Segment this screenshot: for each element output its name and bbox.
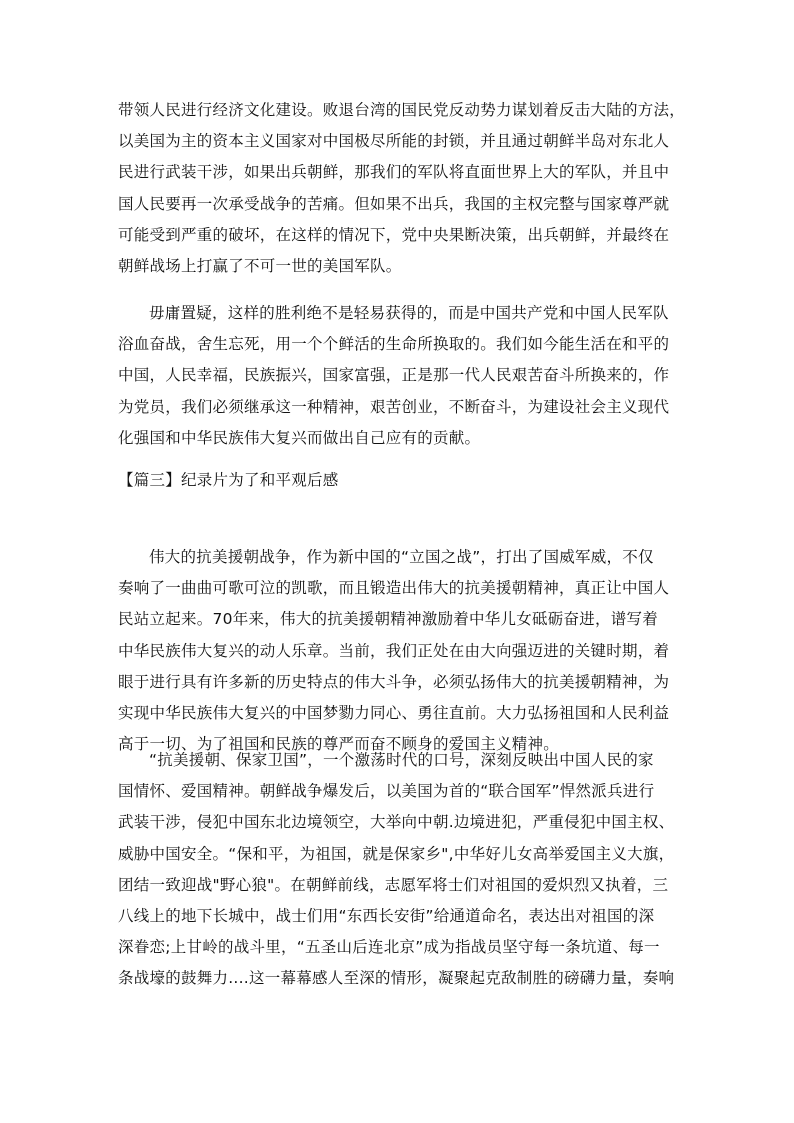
text-line: 可能受到严重的破坏，在这样的情况下，党中央果断决策，出兵朝鲜，并最终在 — [118, 225, 670, 244]
paragraph-4 — [118, 745, 690, 995]
text-line: 实现中华民族伟大复兴的中国梦勠力同心、勇往直前。大力弘扬祖国和人民利益 — [118, 704, 670, 723]
text-line: 浴血奋战，舍生忘死，用一个个鲜活的生命所换取的。我们如今能生活在和平的 — [118, 335, 670, 354]
text-line: 带领人民进行经济文化建设。败退台湾的国民党反动势力谋划着反击大陆的方法， — [118, 101, 686, 119]
text-line: 奏响了一曲曲可歌可泣的凯歌，而且锻造出伟大的抗美援朝精神，真正让中国人 — [118, 579, 670, 598]
text-line: “抗美援朝、保家卫国”，一个激荡时代的口号，深刻反映出中国人民的家 — [149, 751, 654, 769]
text-line: 毋庸置疑，这样的胜利绝不是轻易获得的，而是中国共产党和中国人民军队 — [149, 304, 669, 322]
paragraph-2 — [118, 298, 690, 454]
text-line: 以美国为主的资本主义国家对中国极尽所能的封锁，并且通过朝鲜半岛对东北人 — [118, 132, 670, 151]
section-heading — [118, 465, 690, 496]
text-line: 为党员，我们必须继承这一种精神，艰苦创业，不断奋斗，为建设社会主义现代 — [118, 397, 670, 416]
text-line: 国人民要再一次承受战争的苦痛。但如果不出兵，我国的主权完整与国家尊严就 — [118, 194, 670, 213]
text-line: 眼于进行具有许多新的历史特点的伟大斗争，必须弘扬伟大的抗美援朝精神，为 — [118, 672, 670, 691]
text-line: 威胁中国安全。“保和平，为祖国，就是保家乡",中华好儿女高举爱国主义大旗， — [118, 844, 675, 863]
text-line: 民站立起来。70年来，伟大的抗美援朝精神激励着中华儿女砥砺奋进，谱写着 — [118, 610, 658, 629]
text-line: 化强国和中华民族伟大复兴而做出自己应有的贡献。 — [118, 428, 481, 447]
text-line: 中华民族伟大复兴的动人乐章。当前，我们正处在由大向强迈进的关键时期，着 — [118, 641, 670, 660]
paragraph-3 — [118, 542, 690, 760]
text-line: 深眷恋;上甘岭的战斗里，“五圣山后连北京”成为指战员坚守每一条坑道、每一 — [118, 938, 660, 957]
text-line: 朝鲜战场上打赢了不可一世的美国军队。 — [118, 257, 402, 276]
text-line: 国情怀、爱国精神。朝鲜战争爆发后，以美国为首的“联合国军”悍然派兵进行 — [118, 782, 655, 801]
section-heading-text: 【篇三】纪录片为了和平观后感 — [118, 471, 339, 489]
text-line: 高于一切、为了祖国和民族的尊严而奋不顾身的爱国主义精神。 — [118, 735, 560, 754]
text-line: 伟大的抗美援朝战争，作为新中国的“立国之战”，打出了国威军威，不仅 — [149, 548, 654, 566]
text-line: 武装干涉，侵犯中国东北边境领空，大举向中朝.边境进犯，严重侵犯中国主权、 — [118, 813, 675, 832]
text-line: 条战壕的鼓舞力....这一幕幕感人至深的情形，凝聚起克敌制胜的磅礴力量，奏响 — [118, 969, 675, 988]
text-line: 中国，人民幸福，民族振兴，国家富强，正是那一代人民艰苦奋斗所换来的，作 — [118, 366, 670, 385]
text-line: 民进行武装干涉，如果出兵朝鲜，那我们的军队将直面世界上大的军队，并且中 — [118, 163, 670, 182]
text-line: 团结一致迎战"野心狼"。在朝鲜前线，志愿军将士们对祖国的爱炽烈又执着，三 — [118, 875, 669, 894]
paragraph-1 — [118, 95, 690, 282]
text-line: 八线上的地下长城中，战士们用“东西长安街”给通道命名，表达出对祖国的深 — [118, 907, 655, 926]
